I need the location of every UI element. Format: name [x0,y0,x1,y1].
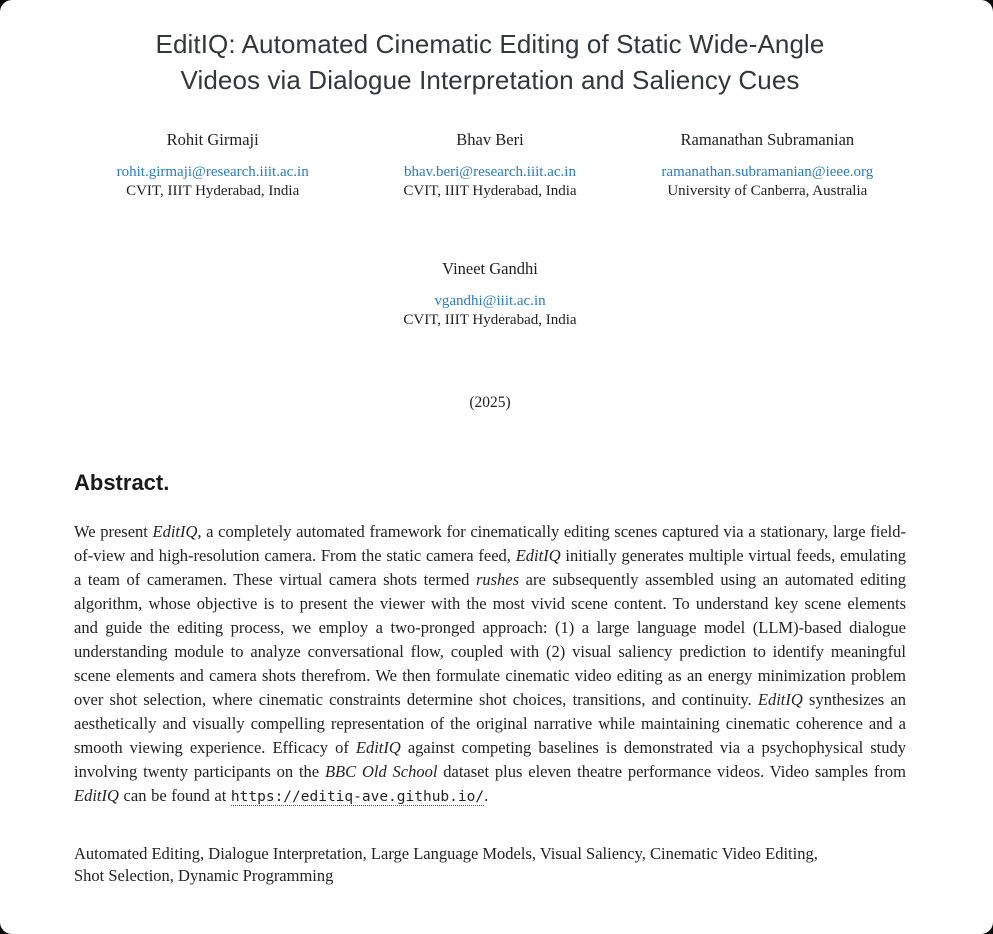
abstract-text-run: against competing baselines is demonstrated via a psychophysical study involving twenty participants on the [74,738,906,781]
abstract-italic-run: rushes [475,570,520,589]
abstract-text-run: can be found at [118,786,231,805]
abstract-url-link[interactable]: https://editiq-ave.github.io/ [230,789,485,805]
authors-row-1 [74,130,906,201]
author-name: Ramanathan Subramanian [680,130,855,149]
abstract-italic-run: EditIQ [74,786,119,805]
author-affiliation: CVIT, IIIT Hyderabad, India [126,183,300,199]
abstract-italic-run: BBC Old School [324,762,438,781]
abstract-text-run: . [484,786,489,805]
paper-title-line2: Videos via Dialogue Interpretation and Saliency Cues [180,65,800,95]
abstract-italic-run: EditIQ [515,546,561,565]
keywords-text: Automated Editing, Dialogue Interpretation, Large Language Models, Visual Saliency, Cinematic Video Editing, Shot Selection, Dynamic Programming [74,844,818,885]
author-block-2 [351,130,628,201]
publication-year: (2025) [469,394,511,411]
author-block-4 [352,259,629,330]
abstract-italic-run: EditIQ [757,690,803,709]
abstract-heading: Abstract. [74,470,170,495]
abstract-italic-run: EditIQ [152,522,198,541]
paper-title [74,26,906,98]
author-block-1 [74,130,351,201]
author-name: Bhav Beri [456,130,524,149]
abstract-text-run: dataset plus eleven theatre performance videos. Video samples from [437,762,906,781]
author-block-3 [629,130,906,201]
author-email-link[interactable]: vgandhi@iiit.ac.in [434,293,546,309]
abstract-text-run: , a completely automated framework for cinematically editing scenes captured via a stationary, large field-of-view and high-resolution camera. From the static camera feed, [74,522,906,565]
author-email-link[interactable]: rohit.girmaji@research.iiit.ac.in [116,164,309,180]
author-affiliation: CVIT, IIIT Hyderabad, India [403,312,577,328]
abstract-text-run: synthesizes an aesthetically and visually compelling representation of the original narrative while maintaining cinematic coherence and a smooth viewing experience. Efficacy of [74,690,906,757]
author-name: Rohit Girmaji [166,130,259,149]
abstract-text-run: are subsequently assembled using an automated editing algorithm, whose objective is to present the viewer with the most vivid scene content. To understand key scene elements and guide the editing process, we employ a two-pronged approach: (1) a large language model (LLM)-based dialogue understanding module to analyze conversational flow, coupled with (2) visual saliency prediction to identify meaningful scene elements and camera shots therefrom. We then formulate cinematic video editing as an energy minimization problem over shot selection, where cinematic constraints determine shot choices, transitions, and continuity. [74,570,906,709]
paper-title-line1: EditIQ: Automated Cinematic Editing of Static Wide-Angle [155,29,825,59]
abstract-text-run: initially generates multiple virtual feeds, emulating a team of cameramen. These virtual camera shots termed [74,546,906,589]
author-email-link[interactable]: ramanathan.subramanian@ieee.org [661,164,874,180]
author-name: Vineet Gandhi [442,259,538,278]
author-affiliation: CVIT, IIIT Hyderabad, India [403,183,577,199]
abstract-italic-run: EditIQ [355,738,401,757]
author-affiliation: University of Canberra, Australia [667,183,868,199]
abstract-text [74,520,906,809]
abstract-text-run: We present [74,522,153,541]
authors-row-2 [74,259,906,330]
author-email-link[interactable]: bhav.beri@research.iiit.ac.in [404,164,576,180]
